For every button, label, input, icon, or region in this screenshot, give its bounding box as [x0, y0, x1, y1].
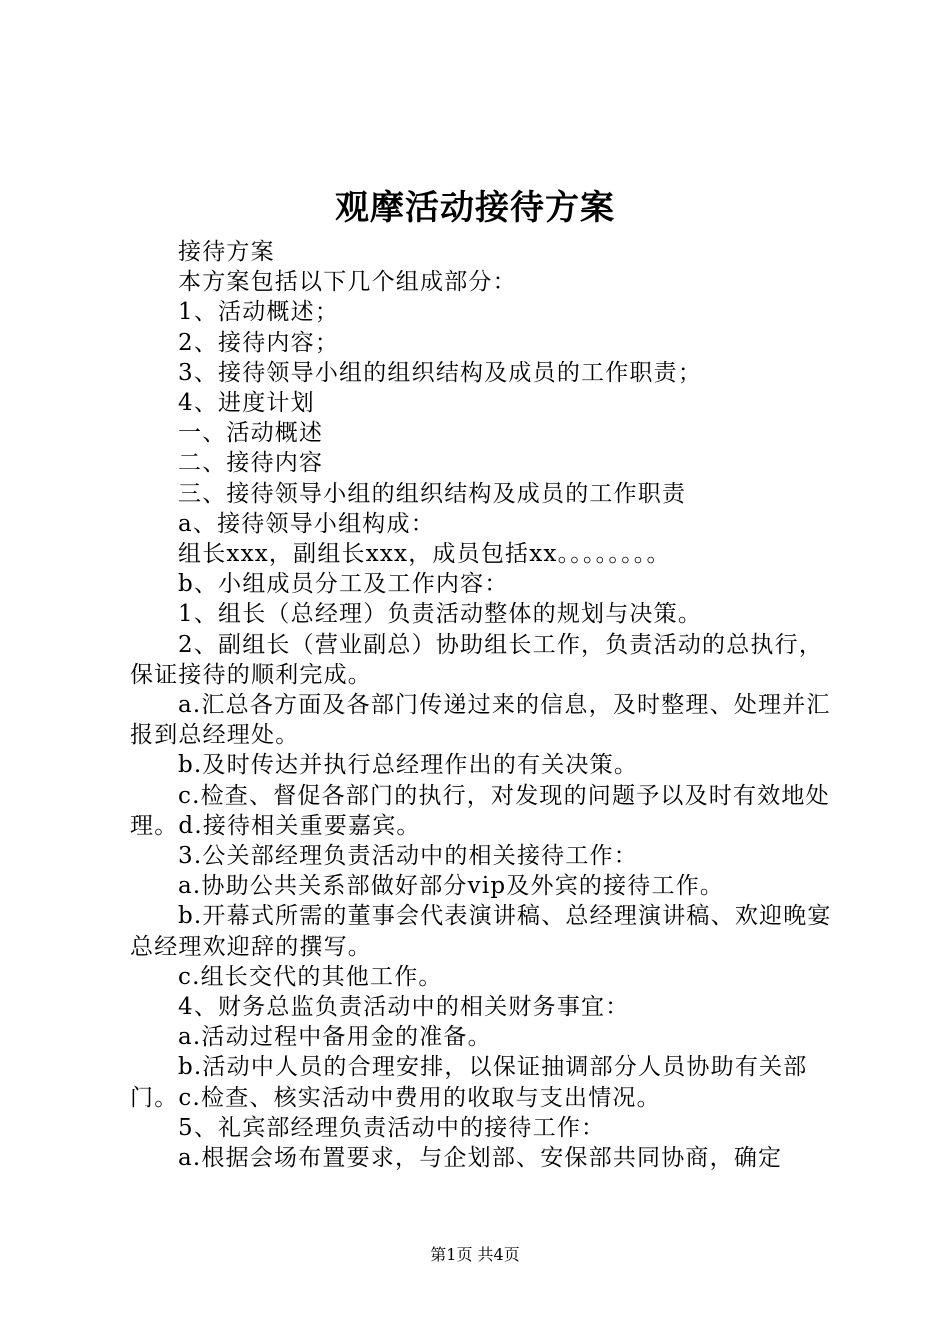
body-paragraph: 组长xxx，副组长xxx，成员包括xx。。。。。。。。	[178, 541, 671, 568]
body-paragraph: a.汇总各方面及各部门传递过来的信息，及时整理、处理并汇报到总经理处。	[130, 692, 831, 749]
document-title: 观摩活动接待方案	[335, 188, 615, 228]
body-paragraph: c.组长交代的其他工作。	[178, 963, 443, 990]
body-paragraph: b.活动中人员的合理安排，以保证抽调部分人员协助有关部门。c.检查、核实活动中费用的收取与支出情况。	[130, 1054, 808, 1111]
body-paragraph: a.活动过程中备用金的准备。	[178, 1024, 492, 1051]
page-footer: 第1页 共4页	[430, 1245, 520, 1264]
body-paragraph: 4、进度计划	[178, 390, 315, 417]
body-paragraph: c.检查、督促各部门的执行，对发现的问题予以及时有效地处理。d.接待相关重要嘉宾。	[130, 782, 830, 839]
body-paragraph: 三、接待领导小组的组织结构及成员的工作职责	[178, 480, 687, 507]
body-paragraph: a、接待领导小组构成：	[178, 510, 435, 537]
body-paragraph: 2、副组长（营业副总）协助组长工作，负责活动的总执行，保证接待的顺利完成。	[130, 631, 824, 688]
body-paragraph: b.及时传达并执行总经理作出的有关决策。	[178, 752, 639, 779]
body-paragraph: b.开幕式所需的董事会代表演讲稿、总经理演讲稿、欢迎晚宴总经理欢迎辞的撰写。	[130, 903, 832, 960]
body-paragraph: a.根据会场布置要求，与企划部、安保部共同协商，确定	[178, 1145, 783, 1172]
body-paragraph: 2、接待内容；	[178, 329, 340, 356]
body-paragraph: 本方案包括以下几个组成部分：	[178, 269, 517, 296]
body-paragraph: b、小组成员分工及工作内容：	[178, 571, 509, 598]
body-paragraph: 二、接待内容	[178, 450, 324, 477]
body-paragraph: 接待方案	[178, 239, 275, 265]
body-paragraph: 1、活动概述；	[178, 299, 340, 326]
body-paragraph: 1、组长（总经理）负责活动整体的规划与决策。	[178, 601, 703, 628]
body-paragraph: 3、接待领导小组的组织结构及成员的工作职责；	[178, 359, 703, 386]
document-body	[130, 237, 835, 1173]
body-paragraph: 5、礼宾部经理负责活动中的接待工作：	[178, 1114, 606, 1141]
body-paragraph: a.协助公共关系部做好部分vip及外宾的接待工作。	[178, 873, 725, 900]
body-paragraph: 3.公关部经理负责活动中的相关接待工作：	[178, 843, 638, 870]
body-paragraph: 4、财务总监负责活动中的相关财务事宜：	[178, 994, 630, 1021]
body-paragraph: 一、活动概述	[178, 420, 324, 447]
